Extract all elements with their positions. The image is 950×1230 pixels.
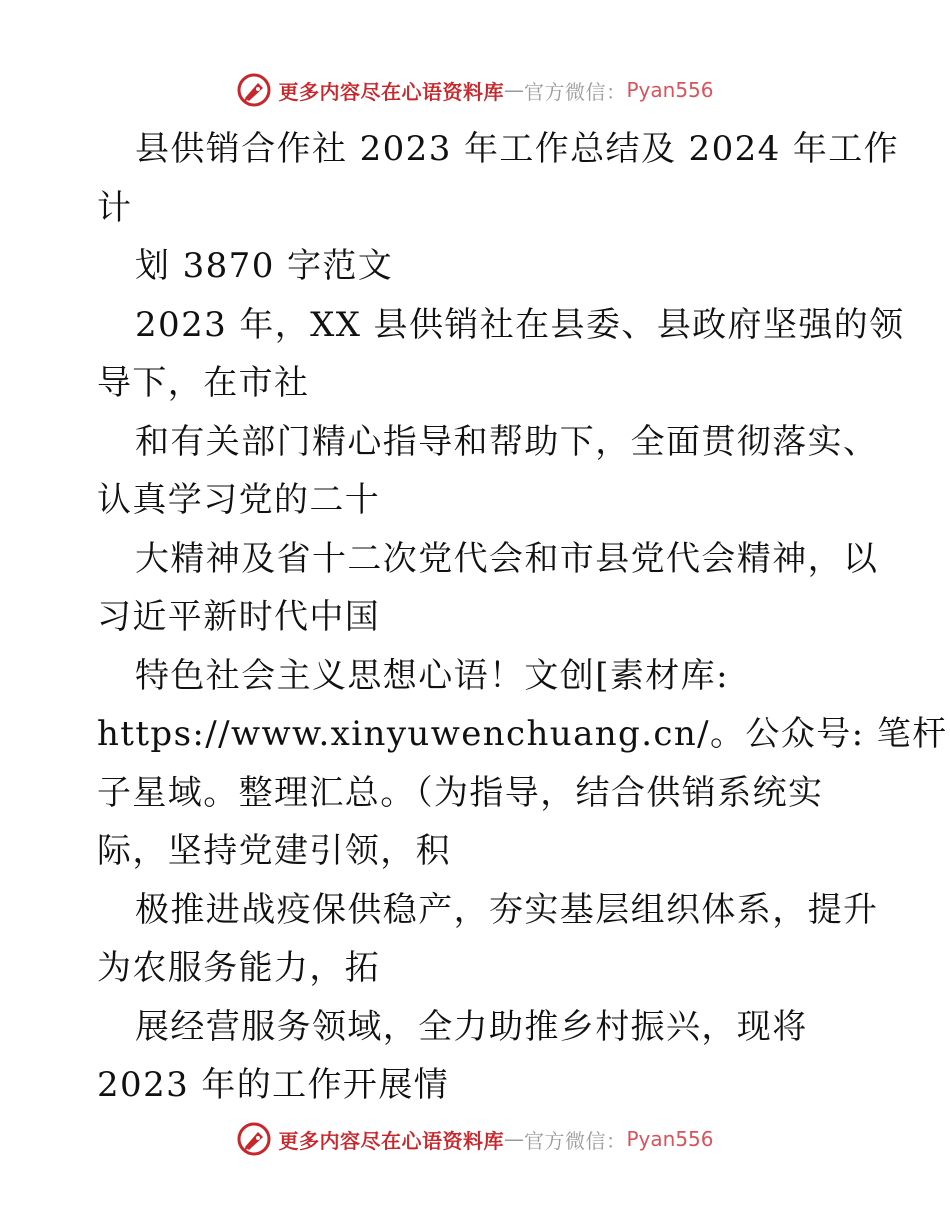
doc-title-line-2: 计 bbox=[97, 187, 133, 228]
watermark-main-text: 更多内容尽在心语资料库 bbox=[278, 1128, 504, 1153]
watermark-wechat-id: Pyan556 bbox=[626, 1127, 714, 1151]
watermark-main-text: 更多内容尽在心语资料库 bbox=[278, 79, 504, 104]
watermark-wechat-id: Pyan556 bbox=[626, 78, 714, 102]
doc-paragraph-line: 际，坚持党建引领，积 bbox=[97, 831, 451, 871]
document-body bbox=[97, 120, 948, 1115]
doc-paragraph-line: 子星域。整理汇总。（为指导，结合供销系统实 bbox=[97, 772, 824, 813]
footer-watermark bbox=[0, 1117, 950, 1161]
doc-paragraph-line: 习近平新时代中国 bbox=[97, 597, 381, 637]
doc-paragraph-line: https://www.xinyuwenchuang.cn/。公众号: 笔杆 bbox=[97, 714, 948, 754]
doc-title-line-3: 划 3870 字范文 bbox=[135, 246, 394, 286]
watermark-dash: — bbox=[503, 1127, 524, 1151]
watermark-dash: — bbox=[503, 78, 524, 102]
doc-paragraph-line: 展经营服务领域，全力助推乡村振兴，现将 bbox=[135, 1006, 808, 1047]
watermark-contact-label: 官方微信： bbox=[523, 79, 627, 104]
doc-paragraph-line: 为农服务能力，拓 bbox=[97, 948, 381, 988]
doc-paragraph-line: 导下，在市社 bbox=[97, 363, 310, 403]
doc-paragraph-line: 2023 年的工作开展情 bbox=[97, 1065, 450, 1105]
doc-paragraph-line: 和有关部门精心指导和帮助下，全面贯彻落实、 bbox=[135, 421, 879, 462]
watermark-contact-label: 官方微信： bbox=[523, 1128, 627, 1153]
doc-paragraph-line: 极推进战疫保供稳产，夯实基层组织体系，提升 bbox=[135, 889, 879, 930]
doc-paragraph-line: 2023 年，XX 县供销社在县委、县政府坚强的领 bbox=[135, 304, 905, 345]
doc-title-line-1: 县供销合作社 2023 年工作总结及 2024 年工作 bbox=[135, 129, 900, 169]
pen-nib-circle-icon bbox=[236, 1121, 272, 1157]
header-watermark bbox=[0, 68, 950, 112]
doc-paragraph-line: 认真学习党的二十 bbox=[97, 480, 381, 520]
doc-paragraph-line: 特色社会主义思想心语！文创[素材库: bbox=[135, 655, 729, 696]
pen-nib-circle-icon bbox=[236, 72, 272, 108]
doc-paragraph-line: 大精神及省十二次党代会和市县党代会精神，以 bbox=[135, 538, 879, 579]
